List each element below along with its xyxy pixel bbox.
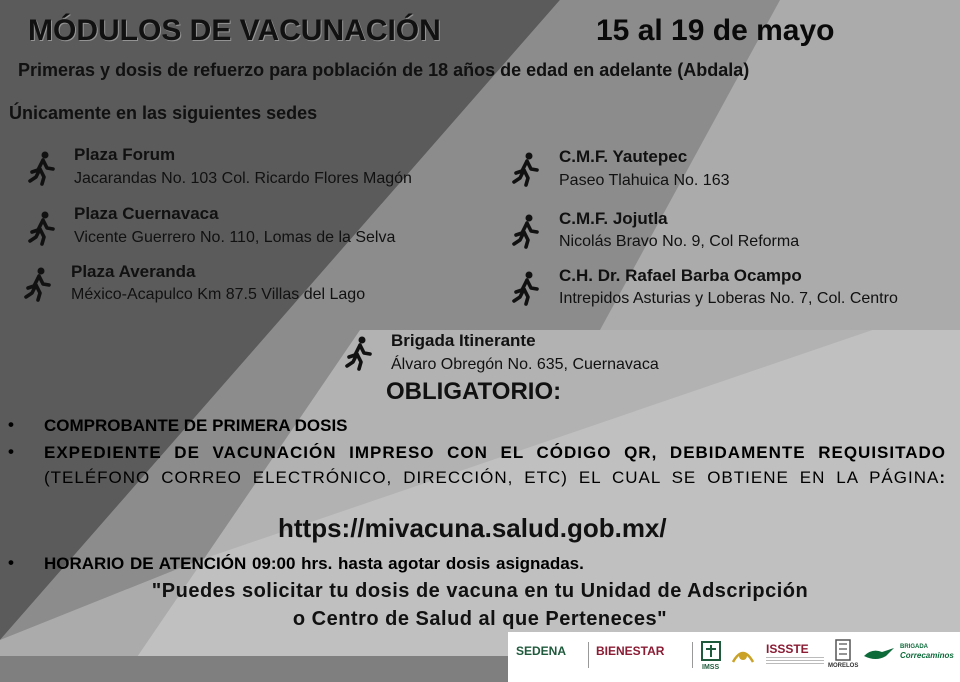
- requirements-heading: OBLIGATORIO:: [386, 378, 562, 405]
- walking-person-icon: [22, 266, 54, 302]
- site-address: Nicolás Bravo No. 9, Col Reforma: [559, 233, 800, 250]
- site-name: C.M.F. Yautepec: [559, 147, 688, 166]
- sedena-logo: SEDENA: [516, 644, 567, 658]
- bienestar-logo: BIENESTAR: [596, 644, 665, 658]
- requirement-record-bold: EXPEDIENTE DE VACUNACIÓN IMPRESO CON EL CÓDIGO QR, DEBIDAMENTE REQUISITADO: [44, 443, 946, 462]
- morelos-emblem-icon: [834, 638, 852, 662]
- requirement-schedule: HORARIO DE ATENCIÓN 09:00 hrs. hasta agotar dosis asignadas.: [44, 554, 584, 573]
- imss-logo: IMSS: [702, 664, 720, 671]
- closing-line-1: "Puedes solicitar tu dosis de vacuna en tu Unidad de Adscripción: [151, 580, 809, 602]
- site-name: Plaza Averanda: [71, 262, 196, 281]
- morelos-logo: MORELOS: [828, 663, 859, 669]
- logos-strip: [508, 632, 960, 682]
- walking-person-icon: [510, 213, 542, 249]
- walking-person-icon: [510, 270, 542, 306]
- issste-logo: ISSSTE: [766, 642, 809, 656]
- walking-person-icon: [26, 210, 58, 246]
- bullet: •: [8, 415, 14, 434]
- site-address: Vicente Guerrero No. 110, Lomas de la Selva: [74, 229, 396, 246]
- site-address: Álvaro Obregón No. 635, Cuernavaca: [391, 356, 659, 373]
- site-address: Paseo Tlahuica No. 163: [559, 172, 730, 189]
- requirement-record-colon: :: [939, 468, 946, 487]
- requirement-record: [44, 440, 946, 490]
- date-range: 15 al 19 de mayo: [596, 14, 835, 47]
- site-address: Intrepidos Asturias y Loberas No. 7, Col. Centro: [559, 290, 898, 307]
- subtitle: Primeras y dosis de refuerzo para población de 18 años de edad en adelante (Abdala): [18, 60, 750, 80]
- page-title: MÓDULOS DE VACUNACIÓN: [28, 14, 441, 47]
- site-name: C.M.F. Jojutla: [559, 209, 668, 228]
- site-name: Plaza Cuernavaca: [74, 204, 219, 223]
- correcaminos-bird-icon: [862, 644, 896, 664]
- issste-emblem-icon: [730, 642, 756, 666]
- bullet: •: [8, 442, 14, 461]
- walking-person-icon: [510, 151, 542, 187]
- vaccination-url-link[interactable]: https://mivacuna.salud.gob.mx/: [278, 513, 667, 543]
- imss-emblem-icon: [700, 640, 722, 664]
- brigada-logo: BRIGADA: [900, 644, 928, 650]
- correcaminos-logo: Correcaminos: [900, 651, 954, 660]
- site-name: Brigada Itinerante: [391, 331, 536, 350]
- sites-intro: Únicamente en las siguientes sedes: [9, 103, 318, 123]
- site-name: C.H. Dr. Rafael Barba Ocampo: [559, 266, 802, 285]
- requirement-first-dose: COMPROBANTE DE PRIMERA DOSIS: [44, 416, 348, 435]
- site-address: Jacarandas No. 103 Col. Ricardo Flores Magón: [74, 170, 412, 187]
- site-address: México-Acapulco Km 87.5 Villas del Lago: [71, 286, 366, 303]
- site-name: Plaza Forum: [74, 145, 176, 164]
- closing-line-2: o Centro de Salud al que Perteneces": [292, 608, 668, 630]
- walking-person-icon: [343, 335, 375, 371]
- bullet: •: [8, 553, 14, 572]
- walking-person-icon: [26, 150, 58, 186]
- requirement-record-detail: (TELÉFONO CORREO ELECTRÓNICO, DIRECCIÓN, ETC) EL CUAL SE OBTIENE EN LA PÁGINA: [44, 468, 940, 487]
